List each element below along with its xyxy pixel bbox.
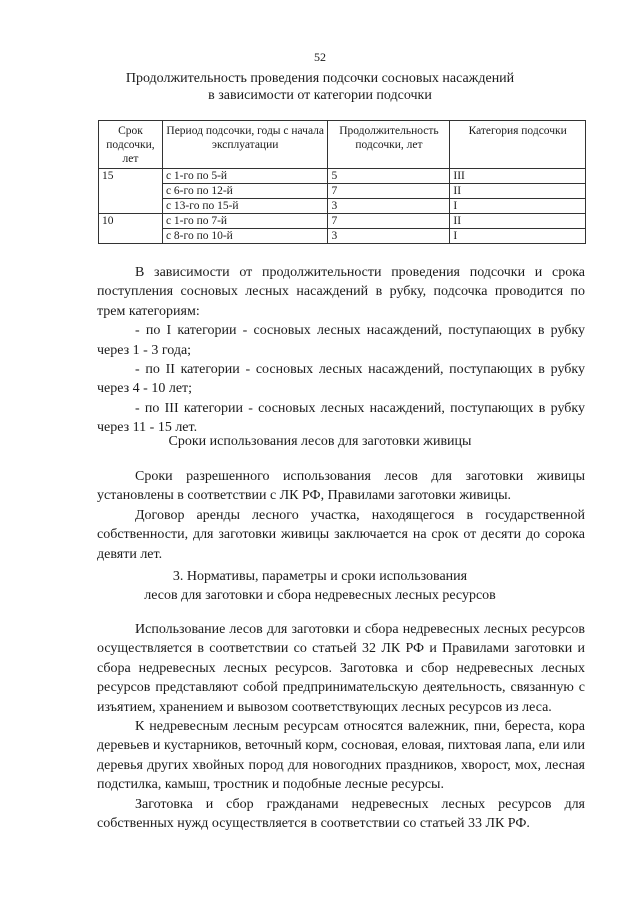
table-row	[99, 229, 586, 244]
category-cell: III	[450, 169, 586, 184]
duration-cell: 7	[328, 214, 450, 229]
header-period: Период подсочки, годы с начала эксплуатации	[162, 121, 328, 169]
category-cell: I	[450, 229, 586, 244]
category-item: - по I категории - сосновых лесных насаждений, поступающих в рубку через 1 - 3 года;	[97, 323, 585, 358]
section-3-heading-line-2: лесов для заготовки и сбора недревесных лесных ресурсов	[144, 588, 496, 603]
table-row	[99, 184, 586, 199]
section-3-heading-line-1: 3. Нормативы, параметры и сроки использования	[172, 569, 468, 584]
paragraph: Использование лесов для заготовки и сбора недревесных лесных ресурсов осуществляется в соответствии со статьей 32 ЛК РФ и Правилами заготовки и сбора недревесных лесных ресурсов. Заготовка и сбор недревесных лесных ресурсов представляют собой предпринимательскую деятельность, связанную с изъятием, хранением и вывозом соответствующих лесных ресурсов из леса.	[97, 622, 585, 715]
term-cell: 10	[99, 214, 163, 244]
categories-intro: В зависимости от продолжительности проведения подсочки и срока поступления сосновых лесных насаждений в рубку, подсочка проводится по трем категориям:	[97, 265, 585, 319]
paragraph: К недревесным лесным ресурсам относятся валежник, пни, береста, кора деревьев и кустарников, веточный корм, сосновая, еловая, пихтовая лапа, ели или деревья других хвойных пород для новогодних праздников, хворост, мох, лесная подстилка, камыш, тростник и подобные лесные ресурсы.	[97, 719, 585, 793]
resin-terms-block	[97, 467, 585, 564]
paragraph: Заготовка и сбор гражданами недревесных лесных ресурсов для собственных нужд осуществляется в соответствии со статьей 33 ЛК РФ.	[97, 796, 585, 832]
term-cell: 15	[99, 169, 163, 214]
paragraph: Договор аренды лесного участка, находящегося в государственной собственности, для заготовки живицы заключается на срок от десяти до сорока девяти лет.	[97, 507, 585, 562]
category-item: - по II категории - сосновых лесных насаждений, поступающих в рубку через 4 - 10 лет;	[97, 362, 585, 397]
period-cell: с 8-го по 10-й	[162, 229, 328, 244]
period-cell: с 13-го по 15-й	[162, 199, 328, 214]
table-title-line-2: в зависимости от категории подсочки	[208, 88, 432, 103]
duration-cell: 5	[328, 169, 450, 184]
resin-terms-heading: Сроки использования лесов для заготовки живицы	[168, 434, 472, 449]
category-cell: I	[450, 199, 586, 214]
tapping-duration-table	[98, 120, 586, 244]
category-cell: II	[450, 214, 586, 229]
table-row	[99, 199, 586, 214]
non-wood-resources-block	[97, 620, 585, 833]
period-cell: с 1-го по 5-й	[162, 169, 328, 184]
table-title-line-1: Продолжительность проведения подсочки сосновых насаждений	[125, 71, 515, 86]
duration-cell: 7	[328, 184, 450, 199]
section-3-heading	[0, 567, 640, 605]
duration-cell: 3	[328, 229, 450, 244]
period-cell: с 1-го по 7-й	[162, 214, 328, 229]
table-row	[99, 169, 586, 184]
table-title	[0, 70, 640, 104]
category-cell: II	[450, 184, 586, 199]
table-header-row	[99, 121, 586, 169]
duration-cell: 3	[328, 199, 450, 214]
paragraph: Сроки разрешенного использования лесов для заготовки живицы установлены в соответствии с ЛК РФ, Правилами заготовки живицы.	[97, 469, 585, 504]
header-category: Категория подсочки	[450, 121, 586, 169]
period-cell: с 6-го по 12-й	[162, 184, 328, 199]
page-number: 52	[314, 50, 326, 64]
categories-block	[97, 263, 585, 438]
header-term: Срок подсочки, лет	[99, 121, 163, 169]
category-item: - по III категории - сосновых лесных насаждений, поступающих в рубку через 11 - 15 лет.	[97, 400, 585, 436]
table-row	[99, 214, 586, 229]
header-duration: Продолжительность подсочки, лет	[328, 121, 450, 169]
